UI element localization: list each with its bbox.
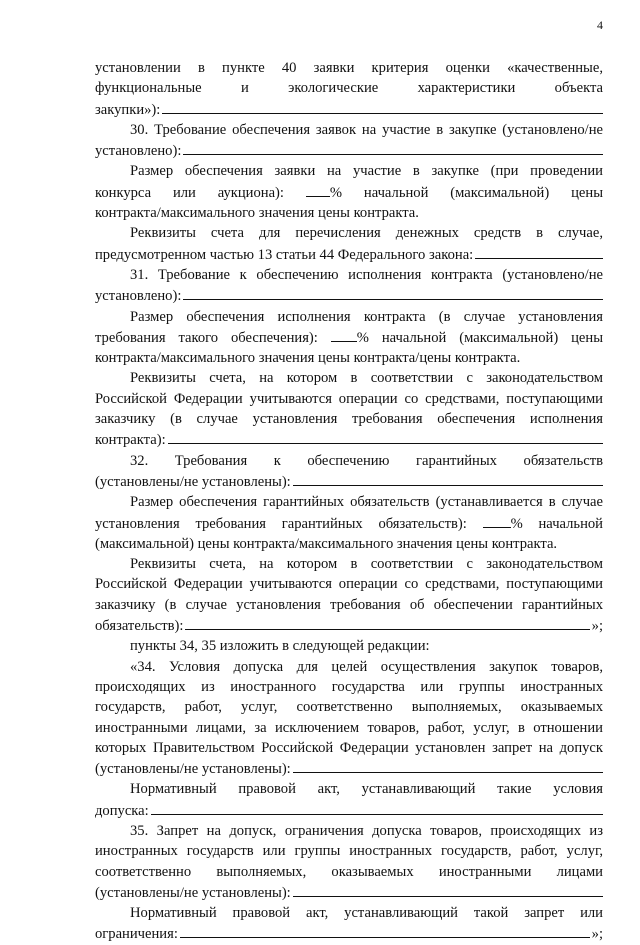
field-label: допуска: <box>95 802 149 819</box>
paragraph-criteria-continuation <box>95 58 603 120</box>
paragraph-31-size <box>95 307 603 369</box>
fill-line <box>95 882 603 903</box>
text-line: 32. Требования к обеспечению гарантийных обязательств <box>130 452 603 469</box>
text-line: Реквизиты счета, на котором в соответствии с законодательством <box>130 556 603 573</box>
text-fragment: % начальной (максимальной) цены <box>356 329 603 346</box>
text-line <box>95 513 603 534</box>
document-body <box>95 58 603 945</box>
text-line: которых Правительством Российской Федерации установлен запрет на допуск <box>95 739 603 756</box>
text-line: Российской Федерации учитываются операции со средствами, поступающими <box>95 576 603 593</box>
blank-field[interactable] <box>168 429 603 444</box>
field-label: предусмотренном частью 13 статьи 44 Федерального закона: <box>95 246 474 263</box>
text-line: соответственно выполняемых, оказываемых иностранными лицами <box>95 863 603 880</box>
text-line: Российской Федерации учитываются операции со средствами, поступающими <box>95 390 603 407</box>
text-line: 30. Требование обеспечения заявок на участие в закупке (установлено/не <box>130 121 603 138</box>
text-line: Размер обеспечения заявки на участие в закупке (при проведении <box>130 163 603 180</box>
text-line: заказчику (в случае установления требования обеспечения исполнения <box>95 411 603 428</box>
text-fragment: конкурса или аукциона): <box>95 184 284 201</box>
paragraph-31 <box>95 265 603 307</box>
text-fragment: % начальной (максимальной) цены <box>329 184 603 201</box>
blank-field[interactable] <box>180 923 590 938</box>
paragraph-30-account <box>95 223 603 265</box>
text-line: (максимальной) цены контракта/максимального значения цены контракта. <box>95 535 558 552</box>
fill-line <box>95 99 603 120</box>
field-label: установлено): <box>95 143 182 160</box>
paragraph-32-size <box>95 492 603 554</box>
text-line: Реквизиты счета для перечисления денежных средств в случае, <box>130 225 603 242</box>
page-number: 4 <box>597 18 603 32</box>
text-line <box>95 182 603 203</box>
text-fragment: установления требования гарантийных обязательств): <box>95 515 467 532</box>
paragraph-35 <box>95 821 603 903</box>
blank-field[interactable] <box>162 99 603 114</box>
field-label: (установлены/не установлены): <box>95 473 291 490</box>
fill-line <box>95 800 603 821</box>
closing-quote: »; <box>591 618 603 635</box>
fill-line <box>95 758 603 779</box>
paragraph-34 <box>95 657 603 780</box>
paragraph-30-size <box>95 161 603 223</box>
closing-quote: »; <box>591 926 603 943</box>
fill-line <box>95 615 603 636</box>
text-line: государств, работ, услуг, соответственно выполняемых, оказываемых <box>95 699 603 716</box>
text-line: Нормативный правовой акт, устанавливающий такой запрет или <box>130 905 603 922</box>
fill-line <box>95 471 603 492</box>
blank-field[interactable] <box>185 615 589 630</box>
text-line: 35. Запрет на допуск, ограничения допуска товаров, происходящих из <box>130 822 603 839</box>
text-line: Реквизиты счета, на котором в соответствии с законодательством <box>130 370 603 387</box>
paragraph-35-act <box>95 903 603 945</box>
blank-field[interactable] <box>183 140 603 155</box>
blank-field[interactable] <box>151 800 603 815</box>
text-line: контракта/максимального значения цены контракта. <box>95 205 419 222</box>
text-line: 31. Требование к обеспечению исполнения контракта (установлено/не <box>130 266 603 283</box>
text-line: Размер обеспечения гарантийных обязательств (устанавливается в случае <box>130 494 603 511</box>
fill-line <box>95 140 603 161</box>
fill-line <box>95 285 603 306</box>
paragraph-31-account <box>95 368 603 450</box>
blank-field[interactable] <box>293 758 603 773</box>
percent-blank[interactable] <box>306 182 330 197</box>
text-line <box>95 327 603 348</box>
text-line: Нормативный правовой акт, устанавливающий такие условия <box>130 781 603 798</box>
text-fragment: требования такого обеспечения): <box>95 329 318 346</box>
fill-line <box>95 244 603 265</box>
text-line: контракта/максимального значения цены контракта/цены контракта. <box>95 350 521 367</box>
text-line: «34. Условия допуска для целей осуществления закупок товаров, <box>130 658 603 675</box>
fill-line <box>95 429 603 450</box>
field-label: обязательств): <box>95 618 184 635</box>
text-line: иностранными лицами, за исключением товаров, работ, услуг, в отношении <box>95 719 603 736</box>
blank-field[interactable] <box>293 882 603 897</box>
paragraph-30-field <box>95 140 603 161</box>
blank-field[interactable] <box>293 471 603 486</box>
percent-blank[interactable] <box>483 513 511 528</box>
field-label: ограничения: <box>95 926 178 943</box>
paragraph-items-intro <box>95 636 603 656</box>
text-line: заказчику (в случае установления требования об обеспечении гарантийных <box>95 596 603 613</box>
paragraph-32-account <box>95 554 603 636</box>
field-label: закупки»): <box>95 101 161 118</box>
text-line: установлении в пункте 40 заявки критерия оценки «качественные, <box>95 60 603 76</box>
text-fragment: % начальной <box>510 515 603 532</box>
paragraph-34-act <box>95 779 603 821</box>
field-label: контракта): <box>95 432 166 449</box>
text-line: пункты 34, 35 изложить в следующей редакции: <box>130 638 430 655</box>
paragraph-30 <box>95 120 603 140</box>
paragraph-32 <box>95 451 603 493</box>
text-line: функциональные и экологические характеристики объекта <box>95 80 603 97</box>
fill-line <box>95 923 603 944</box>
text-line: иностранных государств или группы иностранных государств, работ, услуг, <box>95 843 603 860</box>
text-line: Размер обеспечения исполнения контракта (в случае установления <box>130 308 603 325</box>
blank-field[interactable] <box>183 285 603 300</box>
field-label: (установлены/не установлены): <box>95 884 291 901</box>
field-label: (установлены/не установлены): <box>95 761 291 778</box>
blank-field[interactable] <box>475 244 603 259</box>
text-line: происходящих из иностранного государства или группы иностранных <box>95 678 603 695</box>
field-label: установлено): <box>95 288 182 305</box>
percent-blank[interactable] <box>331 327 357 342</box>
